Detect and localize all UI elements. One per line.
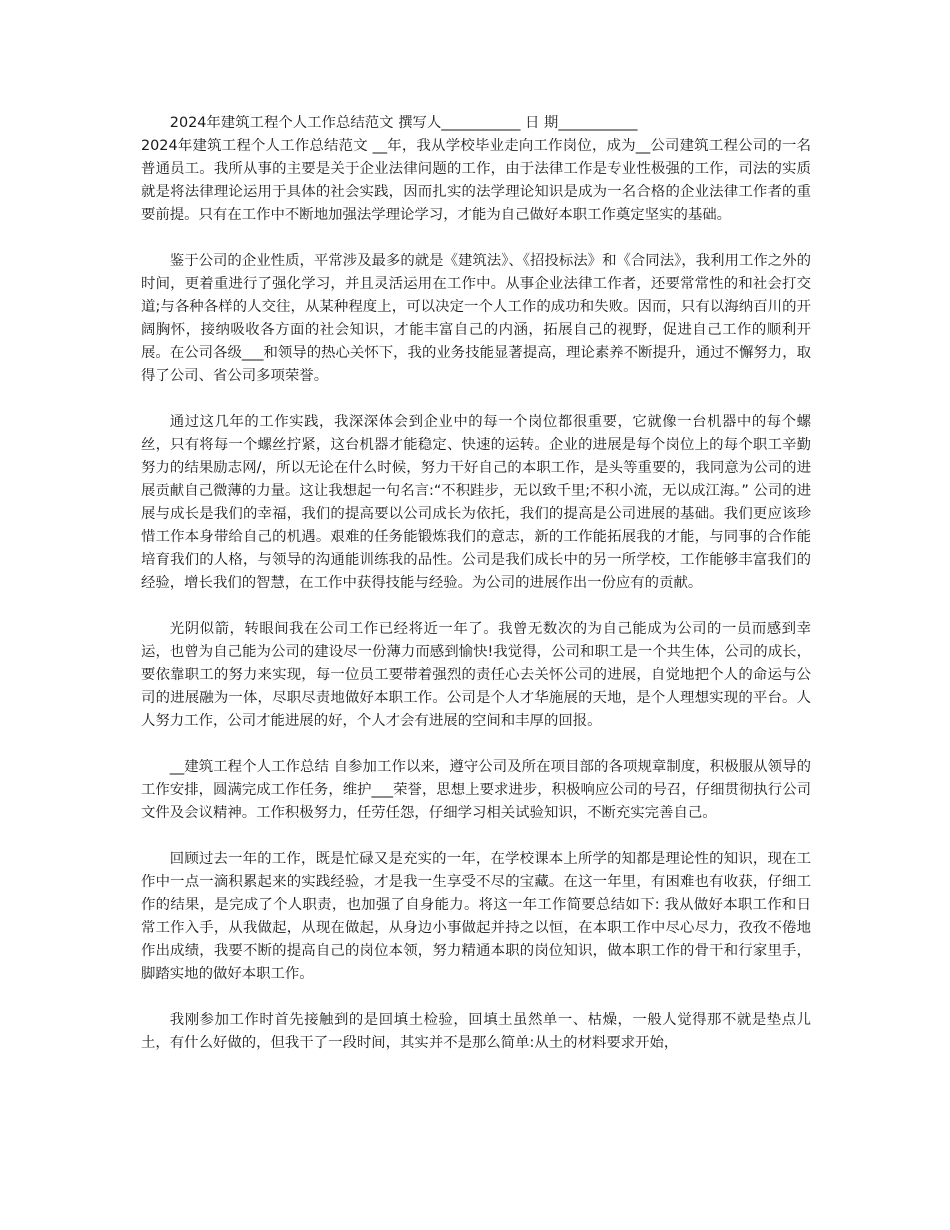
document-page [141,112,811,1078]
paragraph-2: 鉴于公司的企业性质，平常涉及最多的就是《建筑法》、《招投标法》和《合同法》，我利用工作之外的时间，更着重进行了强化学习，并且灵活运用在工作中。从事企业法律工作者，还要常常性的和社会打交道;与各种各样的人交往，从某种程度上，可以决定一个人工作的成功和失败。因而，只有以海纳百川的开阔胸怀，接纳吸收各方面的社会知识，才能丰富自己的内涵，拓展自己的视野，促进自己工作的顺利开展。在公司各级___和领导的热心关怀下，我的业务技能显著提高，理论素养不断提升，通过不懈努力，取得了公司、省公司多项荣誉。 [141,253,811,384]
document-header: 2024年建筑工程个人工作总结范文 撰写人___________ 日 期___________ [169,115,638,131]
paragraph-7: 我刚参加工作时首先接触到的是回填土检验，回填土虽然单一、枯燥，一般人觉得那不就是垫点儿土，有什么好做的，但我干了一段时间，其实并不是那么简单:从土的材料要求开始， [141,1012,811,1051]
paragraph-4: 光阴似箭，转眼间我在公司工作已经将近一年了。我曾无数次的为自己能成为公司的一员而感到幸运，也曾为自己能为公司的建设尽一份薄力而感到愉快!我觉得，公司和职工是一个共生体，公司的成长，要依靠职工的努力来实现，每一位员工要带着强烈的责任心去关怀公司的进展，自觉地把个人的命运与公司的进展融为一体，尽职尽责地做好本职工作。公司是个人才华施展的天地，是个人理想实现的平台。人人努力工作，公司才能进展的好，个人才会有进展的空间和丰厚的回报。 [141,621,811,729]
paragraph-1: 2024年建筑工程个人工作总结范文 __年，我从学校毕业走向工作岗位，成为__公司建筑工程公司的一名普通员工。我所从事的主要是关于企业法律问题的工作，由于法律工作是专业性极强的工作，司法的实质就是将法律理论运用于具体的社会实践，因而扎实的法学理论知识是成为一名合格的企业法律工作者的重要前提。只有在工作中不断地加强法学理论学习，才能为自己做好本职工作奠定坚实的基础。 [141,138,811,223]
paragraph-3: 通过这几年的工作实践，我深深体会到企业中的每一个岗位都很重要，它就像一台机器中的每个螺丝，只有将每一个螺丝拧紧，这台机器才能稳定、快速的运转。企业的进展是每个岗位上的每个职工辛勤努力的结果励志网/，所以无论在什么时候，努力干好自己的本职工作，是头等重要的，我同意为公司的进展贡献自己微薄的力量。这让我想起一句名言:“不积跬步，无以致千里;不积小流，无以成江海。” 公司的进展与成长是我们的幸福，我们的提高要以公司成长为依托，我们的提高是公司进展的基础。我们更应该珍惜工作本身带给自己的机遇。艰难的任务能锻炼我们的意志，新的工作能拓展我的才能，与同事的合作能培育我们的人格，与领导的沟通能训练我的品性。公司是我们成长中的另一所学校，工作能够丰富我们的经验，增长我们的智慧，在工作中获得技能与经验。为公司的进展作出一份应有的贡献。 [141,414,811,591]
paragraph-6: 回顾过去一年的工作，既是忙碌又是充实的一年，在学校课本上所学的知都是理论性的知识，现在工作中一点一滴积累起来的实践经验，才是我一生享受不尽的宝藏。在这一年里，有困难也有收获，仔细工作的结果，是完成了个人职责，也加强了自身能力。将这一年工作简要总结如下: 我从做好本职工作和日常工作入手，从我做起，从现在做起，从身边小事做起并持之以恒，在本职工作中尽心尽力，孜孜不倦地作出成绩，我要不断的提高自己的岗位本领，努力精通本职的岗位知识，做本职工作的骨干和行家里手，脚踏实地的做好本职工作。 [141,851,811,982]
paragraph-5: __建筑工程个人工作总结 自参加工作以来，遵守公司及所在项目部的各项规章制度，积极服从领导的工作安排，圆满完成工作任务，维护___荣誉，思想上要求进步，积极响应公司的号召，仔细贯彻执行公司文件及会议精神。工作积极努力，任劳任怨，仔细学习相关试验知识，不断充实完善自己。 [141,759,811,821]
